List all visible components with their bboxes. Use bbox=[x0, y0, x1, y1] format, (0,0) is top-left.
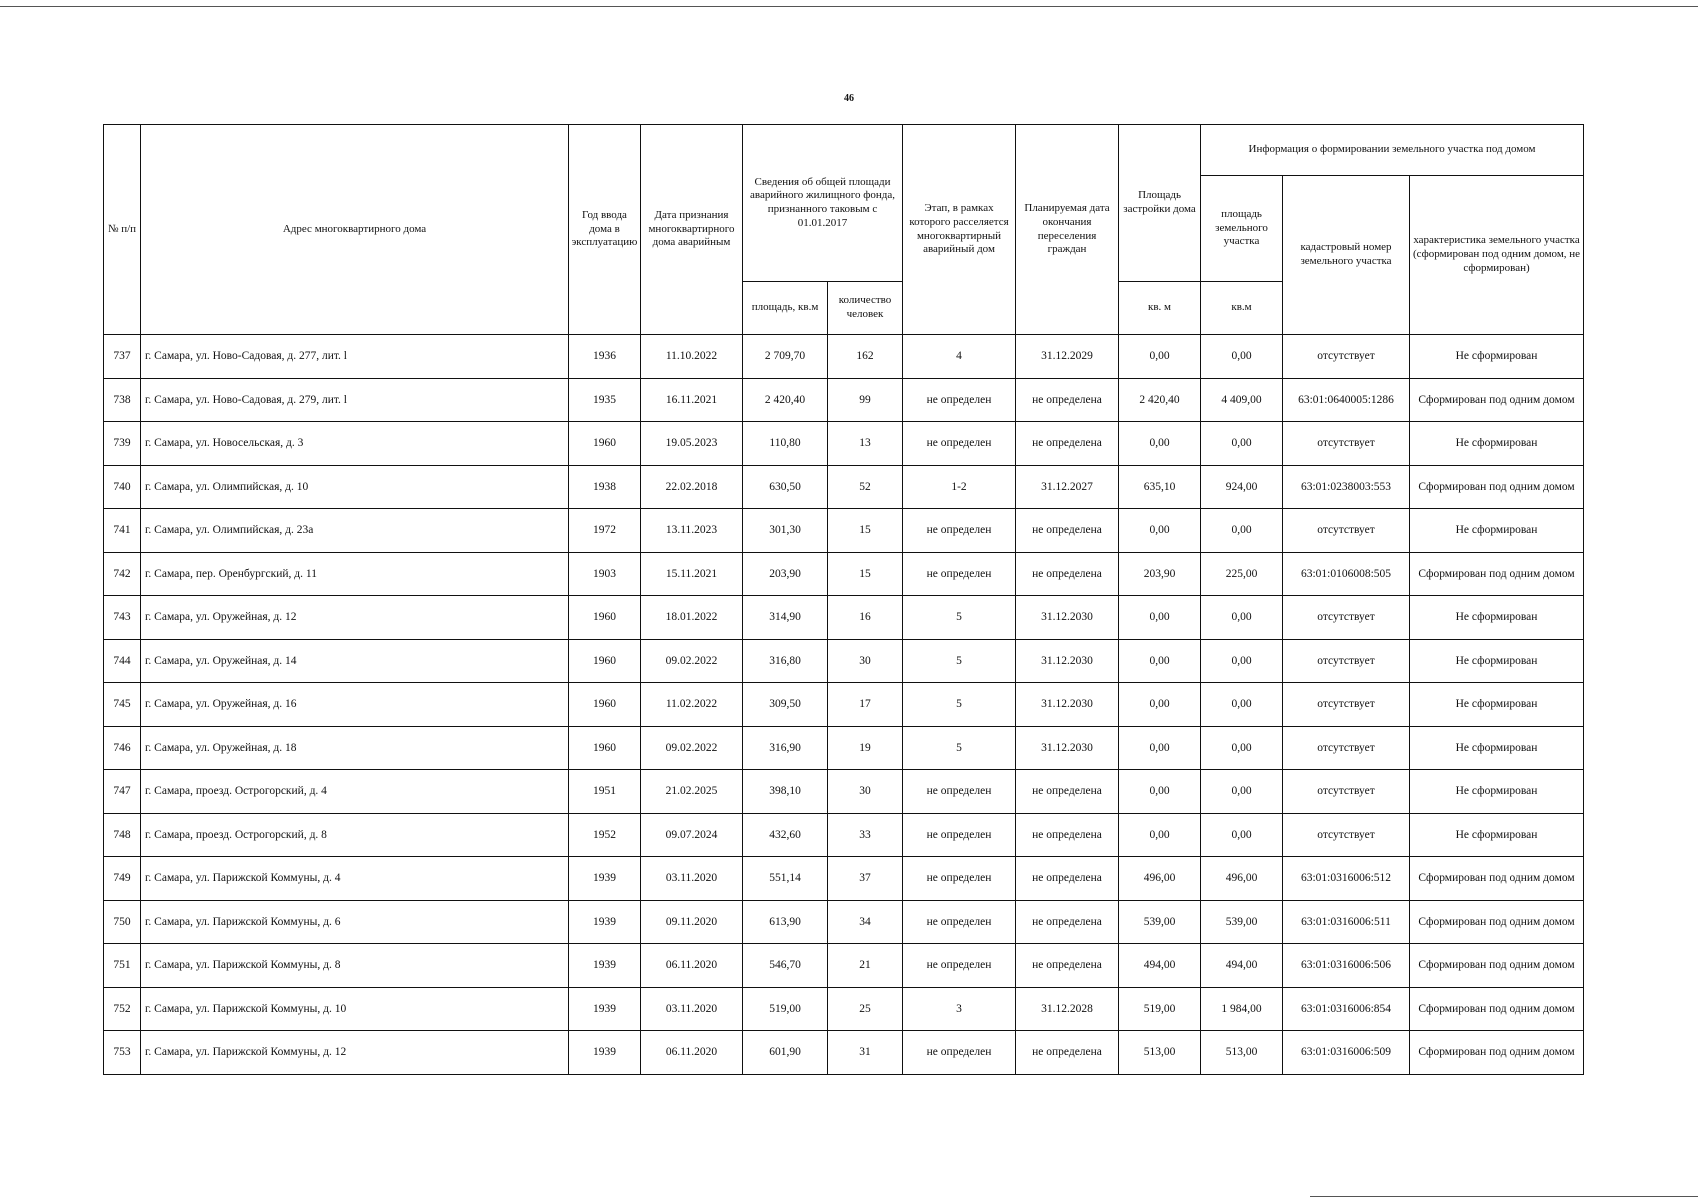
cell-recognition-date: 15.11.2021 bbox=[641, 552, 743, 596]
cell-cadastral: 63:01:0316006:506 bbox=[1283, 944, 1410, 988]
cell-stage: 4 bbox=[903, 335, 1016, 379]
cell-land-area: 496,00 bbox=[1201, 857, 1283, 901]
cell-recognition-date: 09.02.2022 bbox=[641, 726, 743, 770]
cell-stage: 5 bbox=[903, 596, 1016, 640]
cell-cadastral: отсутствует bbox=[1283, 813, 1410, 857]
cell-land-area: 225,00 bbox=[1201, 552, 1283, 596]
cell-build-area: 0,00 bbox=[1119, 683, 1201, 727]
cell-planned-date: 31.12.2029 bbox=[1016, 335, 1119, 379]
cell-planned-date: не определена bbox=[1016, 509, 1119, 553]
cell-year: 1960 bbox=[569, 639, 641, 683]
cell-status: Сформирован под одним домом bbox=[1410, 987, 1584, 1031]
cell-cadastral: отсутствует bbox=[1283, 726, 1410, 770]
cell-stage: 1-2 bbox=[903, 465, 1016, 509]
cell-address: г. Самара, ул. Оружейная, д. 12 bbox=[141, 596, 569, 640]
cell-address: г. Самара, ул. Ново-Садовая, д. 277, лит. l bbox=[141, 335, 569, 379]
cell-build-area: 0,00 bbox=[1119, 770, 1201, 814]
header-land-area-unit: кв.м bbox=[1201, 282, 1283, 335]
cell-cadastral: 63:01:0238003:553 bbox=[1283, 465, 1410, 509]
cell-planned-date: не определена bbox=[1016, 857, 1119, 901]
cell-people: 15 bbox=[828, 509, 903, 553]
cell-area: 2 420,40 bbox=[743, 378, 828, 422]
cell-planned-date: 31.12.2030 bbox=[1016, 639, 1119, 683]
cell-stage: не определен bbox=[903, 509, 1016, 553]
cell-year: 1939 bbox=[569, 987, 641, 1031]
cell-land-area: 0,00 bbox=[1201, 813, 1283, 857]
cell-status: Не сформирован bbox=[1410, 813, 1584, 857]
cell-build-area: 0,00 bbox=[1119, 639, 1201, 683]
cell-recognition-date: 09.07.2024 bbox=[641, 813, 743, 857]
cell-cadastral: 63:01:0316006:854 bbox=[1283, 987, 1410, 1031]
header-cadastral: кадастровый номер земельного участка bbox=[1283, 176, 1410, 335]
cell-status: Сформирован под одним домом bbox=[1410, 944, 1584, 988]
cell-area: 110,80 bbox=[743, 422, 828, 466]
table-row bbox=[104, 465, 1584, 509]
cell-cadastral: 63:01:0316006:512 bbox=[1283, 857, 1410, 901]
table-row bbox=[104, 857, 1584, 901]
cell-address: г. Самара, ул. Оружейная, д. 18 bbox=[141, 726, 569, 770]
cell-year: 1951 bbox=[569, 770, 641, 814]
cell-land-area: 924,00 bbox=[1201, 465, 1283, 509]
cell-address: г. Самара, ул. Парижской Коммуны, д. 8 bbox=[141, 944, 569, 988]
cell-land-area: 0,00 bbox=[1201, 639, 1283, 683]
cell-recognition-date: 09.02.2022 bbox=[641, 639, 743, 683]
table-row bbox=[104, 335, 1584, 379]
cell-planned-date: 31.12.2030 bbox=[1016, 683, 1119, 727]
cell-address: г. Самара, ул. Новосельская, д. 3 bbox=[141, 422, 569, 466]
cell-stage: 5 bbox=[903, 639, 1016, 683]
cell-area: 519,00 bbox=[743, 987, 828, 1031]
cell-recognition-date: 03.11.2020 bbox=[641, 857, 743, 901]
cell-recognition-date: 11.02.2022 bbox=[641, 683, 743, 727]
cell-area: 309,50 bbox=[743, 683, 828, 727]
table-row bbox=[104, 509, 1584, 553]
cell-recognition-date: 03.11.2020 bbox=[641, 987, 743, 1031]
cell-people: 13 bbox=[828, 422, 903, 466]
table-row bbox=[104, 596, 1584, 640]
cell-cadastral: 63:01:0640005:1286 bbox=[1283, 378, 1410, 422]
cell-cadastral: отсутствует bbox=[1283, 509, 1410, 553]
cell-land-area: 513,00 bbox=[1201, 1031, 1283, 1075]
cell-year: 1960 bbox=[569, 596, 641, 640]
cell-status: Не сформирован bbox=[1410, 509, 1584, 553]
cell-year: 1972 bbox=[569, 509, 641, 553]
cell-stage: не определен bbox=[903, 378, 1016, 422]
cell-num: 740 bbox=[104, 465, 141, 509]
cell-planned-date: не определена bbox=[1016, 813, 1119, 857]
cell-status: Сформирован под одним домом bbox=[1410, 900, 1584, 944]
cell-land-area: 0,00 bbox=[1201, 683, 1283, 727]
cell-recognition-date: 06.11.2020 bbox=[641, 944, 743, 988]
cell-year: 1938 bbox=[569, 465, 641, 509]
cell-people: 19 bbox=[828, 726, 903, 770]
cell-recognition-date: 09.11.2020 bbox=[641, 900, 743, 944]
cell-stage: не определен bbox=[903, 422, 1016, 466]
cell-status: Сформирован под одним домом bbox=[1410, 465, 1584, 509]
cell-cadastral: отсутствует bbox=[1283, 770, 1410, 814]
header-year: Год ввода дома в эксплуатацию bbox=[569, 125, 641, 335]
cell-num: 752 bbox=[104, 987, 141, 1031]
cell-area: 432,60 bbox=[743, 813, 828, 857]
header-num: № п/п bbox=[104, 125, 141, 335]
cell-cadastral: отсутствует bbox=[1283, 639, 1410, 683]
cell-recognition-date: 16.11.2021 bbox=[641, 378, 743, 422]
cell-people: 99 bbox=[828, 378, 903, 422]
cell-planned-date: 31.12.2027 bbox=[1016, 465, 1119, 509]
table-row bbox=[104, 987, 1584, 1031]
cell-area: 2 709,70 bbox=[743, 335, 828, 379]
cell-address: г. Самара, ул. Парижской Коммуны, д. 12 bbox=[141, 1031, 569, 1075]
cell-address: г. Самара, ул. Парижской Коммуны, д. 10 bbox=[141, 987, 569, 1031]
cell-planned-date: не определена bbox=[1016, 900, 1119, 944]
cell-area: 601,90 bbox=[743, 1031, 828, 1075]
cell-num: 744 bbox=[104, 639, 141, 683]
cell-planned-date: 31.12.2030 bbox=[1016, 596, 1119, 640]
table-row bbox=[104, 639, 1584, 683]
cell-recognition-date: 19.05.2023 bbox=[641, 422, 743, 466]
table-row bbox=[104, 1031, 1584, 1075]
table-row bbox=[104, 944, 1584, 988]
cell-build-area: 539,00 bbox=[1119, 900, 1201, 944]
cell-recognition-date: 13.11.2023 bbox=[641, 509, 743, 553]
cell-num: 753 bbox=[104, 1031, 141, 1075]
cell-stage: 3 bbox=[903, 987, 1016, 1031]
cell-address: г. Самара, проезд. Острогорский, д. 4 bbox=[141, 770, 569, 814]
cell-people: 21 bbox=[828, 944, 903, 988]
cell-planned-date: не определена bbox=[1016, 378, 1119, 422]
cell-address: г. Самара, ул. Олимпийская, д. 10 bbox=[141, 465, 569, 509]
cell-year: 1936 bbox=[569, 335, 641, 379]
header-recognition-date: Дата признания многоквартирного дома аварийным bbox=[641, 125, 743, 335]
cell-planned-date: не определена bbox=[1016, 552, 1119, 596]
header-land-info: Информация о формировании земельного участка под домом bbox=[1201, 125, 1584, 176]
cell-people: 31 bbox=[828, 1031, 903, 1075]
table-row bbox=[104, 726, 1584, 770]
cell-stage: не определен bbox=[903, 552, 1016, 596]
cell-status: Не сформирован bbox=[1410, 596, 1584, 640]
cell-num: 747 bbox=[104, 770, 141, 814]
cell-build-area: 0,00 bbox=[1119, 726, 1201, 770]
cell-area: 301,30 bbox=[743, 509, 828, 553]
cell-num: 738 bbox=[104, 378, 141, 422]
cell-address: г. Самара, ул. Парижской Коммуны, д. 6 bbox=[141, 900, 569, 944]
cell-area: 203,90 bbox=[743, 552, 828, 596]
cell-stage: 5 bbox=[903, 726, 1016, 770]
table-row bbox=[104, 900, 1584, 944]
cell-people: 30 bbox=[828, 639, 903, 683]
cell-build-area: 496,00 bbox=[1119, 857, 1201, 901]
header-stage: Этап, в рамках которого расселяется многоквартирный аварийный дом bbox=[903, 125, 1016, 335]
cell-people: 25 bbox=[828, 987, 903, 1031]
cell-recognition-date: 18.01.2022 bbox=[641, 596, 743, 640]
cell-people: 37 bbox=[828, 857, 903, 901]
cell-year: 1939 bbox=[569, 857, 641, 901]
emergency-housing-table bbox=[103, 124, 1584, 1075]
cell-stage: не определен bbox=[903, 900, 1016, 944]
cell-address: г. Самара, ул. Парижской Коммуны, д. 4 bbox=[141, 857, 569, 901]
cell-year: 1960 bbox=[569, 726, 641, 770]
cell-status: Не сформирован bbox=[1410, 683, 1584, 727]
cell-address: г. Самара, ул. Ново-Садовая, д. 279, лит. l bbox=[141, 378, 569, 422]
cell-people: 16 bbox=[828, 596, 903, 640]
header-area-sqm: площадь, кв.м bbox=[743, 282, 828, 335]
cell-num: 742 bbox=[104, 552, 141, 596]
cell-area: 314,90 bbox=[743, 596, 828, 640]
cell-year: 1939 bbox=[569, 944, 641, 988]
cell-build-area: 0,00 bbox=[1119, 422, 1201, 466]
cell-address: г. Самара, ул. Олимпийская, д. 23а bbox=[141, 509, 569, 553]
cell-year: 1939 bbox=[569, 1031, 641, 1075]
cell-stage: не определен bbox=[903, 857, 1016, 901]
cell-year: 1960 bbox=[569, 422, 641, 466]
cell-land-area: 0,00 bbox=[1201, 726, 1283, 770]
cell-year: 1939 bbox=[569, 900, 641, 944]
cell-stage: не определен bbox=[903, 813, 1016, 857]
cell-planned-date: 31.12.2030 bbox=[1016, 726, 1119, 770]
header-address: Адрес многоквартирного дома bbox=[141, 125, 569, 335]
cell-cadastral: 63:01:0106008:505 bbox=[1283, 552, 1410, 596]
cell-address: г. Самара, пер. Оренбургский, д. 11 bbox=[141, 552, 569, 596]
cell-cadastral: отсутствует bbox=[1283, 683, 1410, 727]
cell-status: Сформирован под одним домом bbox=[1410, 857, 1584, 901]
table-row bbox=[104, 770, 1584, 814]
cell-people: 33 bbox=[828, 813, 903, 857]
cell-area: 398,10 bbox=[743, 770, 828, 814]
cell-year: 1952 bbox=[569, 813, 641, 857]
cell-status: Сформирован под одним домом bbox=[1410, 378, 1584, 422]
cell-land-area: 4 409,00 bbox=[1201, 378, 1283, 422]
cell-build-area: 203,90 bbox=[1119, 552, 1201, 596]
cell-year: 1903 bbox=[569, 552, 641, 596]
cell-people: 34 bbox=[828, 900, 903, 944]
cell-address: г. Самара, проезд. Острогорский, д. 8 bbox=[141, 813, 569, 857]
cell-people: 52 bbox=[828, 465, 903, 509]
cell-status: Не сформирован bbox=[1410, 770, 1584, 814]
cell-land-area: 494,00 bbox=[1201, 944, 1283, 988]
cell-num: 739 bbox=[104, 422, 141, 466]
cell-build-area: 0,00 bbox=[1119, 509, 1201, 553]
cell-stage: 5 bbox=[903, 683, 1016, 727]
cell-land-area: 0,00 bbox=[1201, 509, 1283, 553]
table-row bbox=[104, 378, 1584, 422]
cell-area: 630,50 bbox=[743, 465, 828, 509]
cell-num: 746 bbox=[104, 726, 141, 770]
cell-build-area: 2 420,40 bbox=[1119, 378, 1201, 422]
cell-area: 316,80 bbox=[743, 639, 828, 683]
cell-num: 751 bbox=[104, 944, 141, 988]
cell-num: 741 bbox=[104, 509, 141, 553]
cell-address: г. Самара, ул. Оружейная, д. 16 bbox=[141, 683, 569, 727]
cell-land-area: 0,00 bbox=[1201, 422, 1283, 466]
cell-num: 748 bbox=[104, 813, 141, 857]
cell-year: 1960 bbox=[569, 683, 641, 727]
cell-planned-date: не определена bbox=[1016, 1031, 1119, 1075]
header-characteristic: характеристика земельного участка (сформирован под одним домом, не сформирован) bbox=[1410, 176, 1584, 335]
cell-cadastral: отсутствует bbox=[1283, 596, 1410, 640]
header-build-area-unit: кв. м bbox=[1119, 282, 1201, 335]
cell-stage: не определен bbox=[903, 1031, 1016, 1075]
cell-recognition-date: 22.02.2018 bbox=[641, 465, 743, 509]
cell-recognition-date: 21.02.2025 bbox=[641, 770, 743, 814]
table-row bbox=[104, 683, 1584, 727]
cell-area: 613,90 bbox=[743, 900, 828, 944]
top-rule bbox=[0, 6, 1698, 7]
cell-cadastral: 63:01:0316006:511 bbox=[1283, 900, 1410, 944]
cell-build-area: 0,00 bbox=[1119, 813, 1201, 857]
cell-cadastral: отсутствует bbox=[1283, 422, 1410, 466]
cell-cadastral: отсутствует bbox=[1283, 335, 1410, 379]
cell-stage: не определен bbox=[903, 770, 1016, 814]
cell-stage: не определен bbox=[903, 944, 1016, 988]
header-planned-date: Планируемая дата окончания переселения граждан bbox=[1016, 125, 1119, 335]
cell-planned-date: 31.12.2028 bbox=[1016, 987, 1119, 1031]
cell-status: Не сформирован bbox=[1410, 639, 1584, 683]
cell-build-area: 0,00 bbox=[1119, 335, 1201, 379]
cell-year: 1935 bbox=[569, 378, 641, 422]
cell-num: 745 bbox=[104, 683, 141, 727]
cell-planned-date: не определена bbox=[1016, 770, 1119, 814]
cell-num: 750 bbox=[104, 900, 141, 944]
cell-people: 17 bbox=[828, 683, 903, 727]
cell-people: 15 bbox=[828, 552, 903, 596]
header-land-area: площадь земельного участка bbox=[1201, 176, 1283, 282]
cell-land-area: 0,00 bbox=[1201, 770, 1283, 814]
cell-land-area: 539,00 bbox=[1201, 900, 1283, 944]
table-row bbox=[104, 422, 1584, 466]
cell-land-area: 0,00 bbox=[1201, 596, 1283, 640]
cell-status: Сформирован под одним домом bbox=[1410, 552, 1584, 596]
cell-status: Не сформирован bbox=[1410, 335, 1584, 379]
cell-land-area: 1 984,00 bbox=[1201, 987, 1283, 1031]
bottom-rule bbox=[1310, 1196, 1698, 1197]
cell-area: 546,70 bbox=[743, 944, 828, 988]
cell-recognition-date: 06.11.2020 bbox=[641, 1031, 743, 1075]
cell-status: Не сформирован bbox=[1410, 422, 1584, 466]
cell-area: 316,90 bbox=[743, 726, 828, 770]
cell-build-area: 0,00 bbox=[1119, 596, 1201, 640]
cell-area: 551,14 bbox=[743, 857, 828, 901]
cell-build-area: 513,00 bbox=[1119, 1031, 1201, 1075]
cell-build-area: 635,10 bbox=[1119, 465, 1201, 509]
cell-recognition-date: 11.10.2022 bbox=[641, 335, 743, 379]
cell-num: 743 bbox=[104, 596, 141, 640]
cell-planned-date: не определена bbox=[1016, 422, 1119, 466]
cell-people: 162 bbox=[828, 335, 903, 379]
cell-cadastral: 63:01:0316006:509 bbox=[1283, 1031, 1410, 1075]
cell-num: 749 bbox=[104, 857, 141, 901]
cell-people: 30 bbox=[828, 770, 903, 814]
cell-build-area: 519,00 bbox=[1119, 987, 1201, 1031]
cell-address: г. Самара, ул. Оружейная, д. 14 bbox=[141, 639, 569, 683]
table-row bbox=[104, 552, 1584, 596]
header-area-info: Сведения об общей площади аварийного жилищного фонда, признанного таковым с 01.01.2017 bbox=[743, 125, 903, 282]
header-build-area: Площадь застройки дома bbox=[1119, 125, 1201, 282]
cell-planned-date: не определена bbox=[1016, 944, 1119, 988]
cell-land-area: 0,00 bbox=[1201, 335, 1283, 379]
cell-status: Сформирован под одним домом bbox=[1410, 1031, 1584, 1075]
cell-status: Не сформирован bbox=[1410, 726, 1584, 770]
page-number: 46 bbox=[844, 93, 854, 104]
cell-num: 737 bbox=[104, 335, 141, 379]
table-row bbox=[104, 813, 1584, 857]
header-people-count: количество человек bbox=[828, 282, 903, 335]
cell-build-area: 494,00 bbox=[1119, 944, 1201, 988]
